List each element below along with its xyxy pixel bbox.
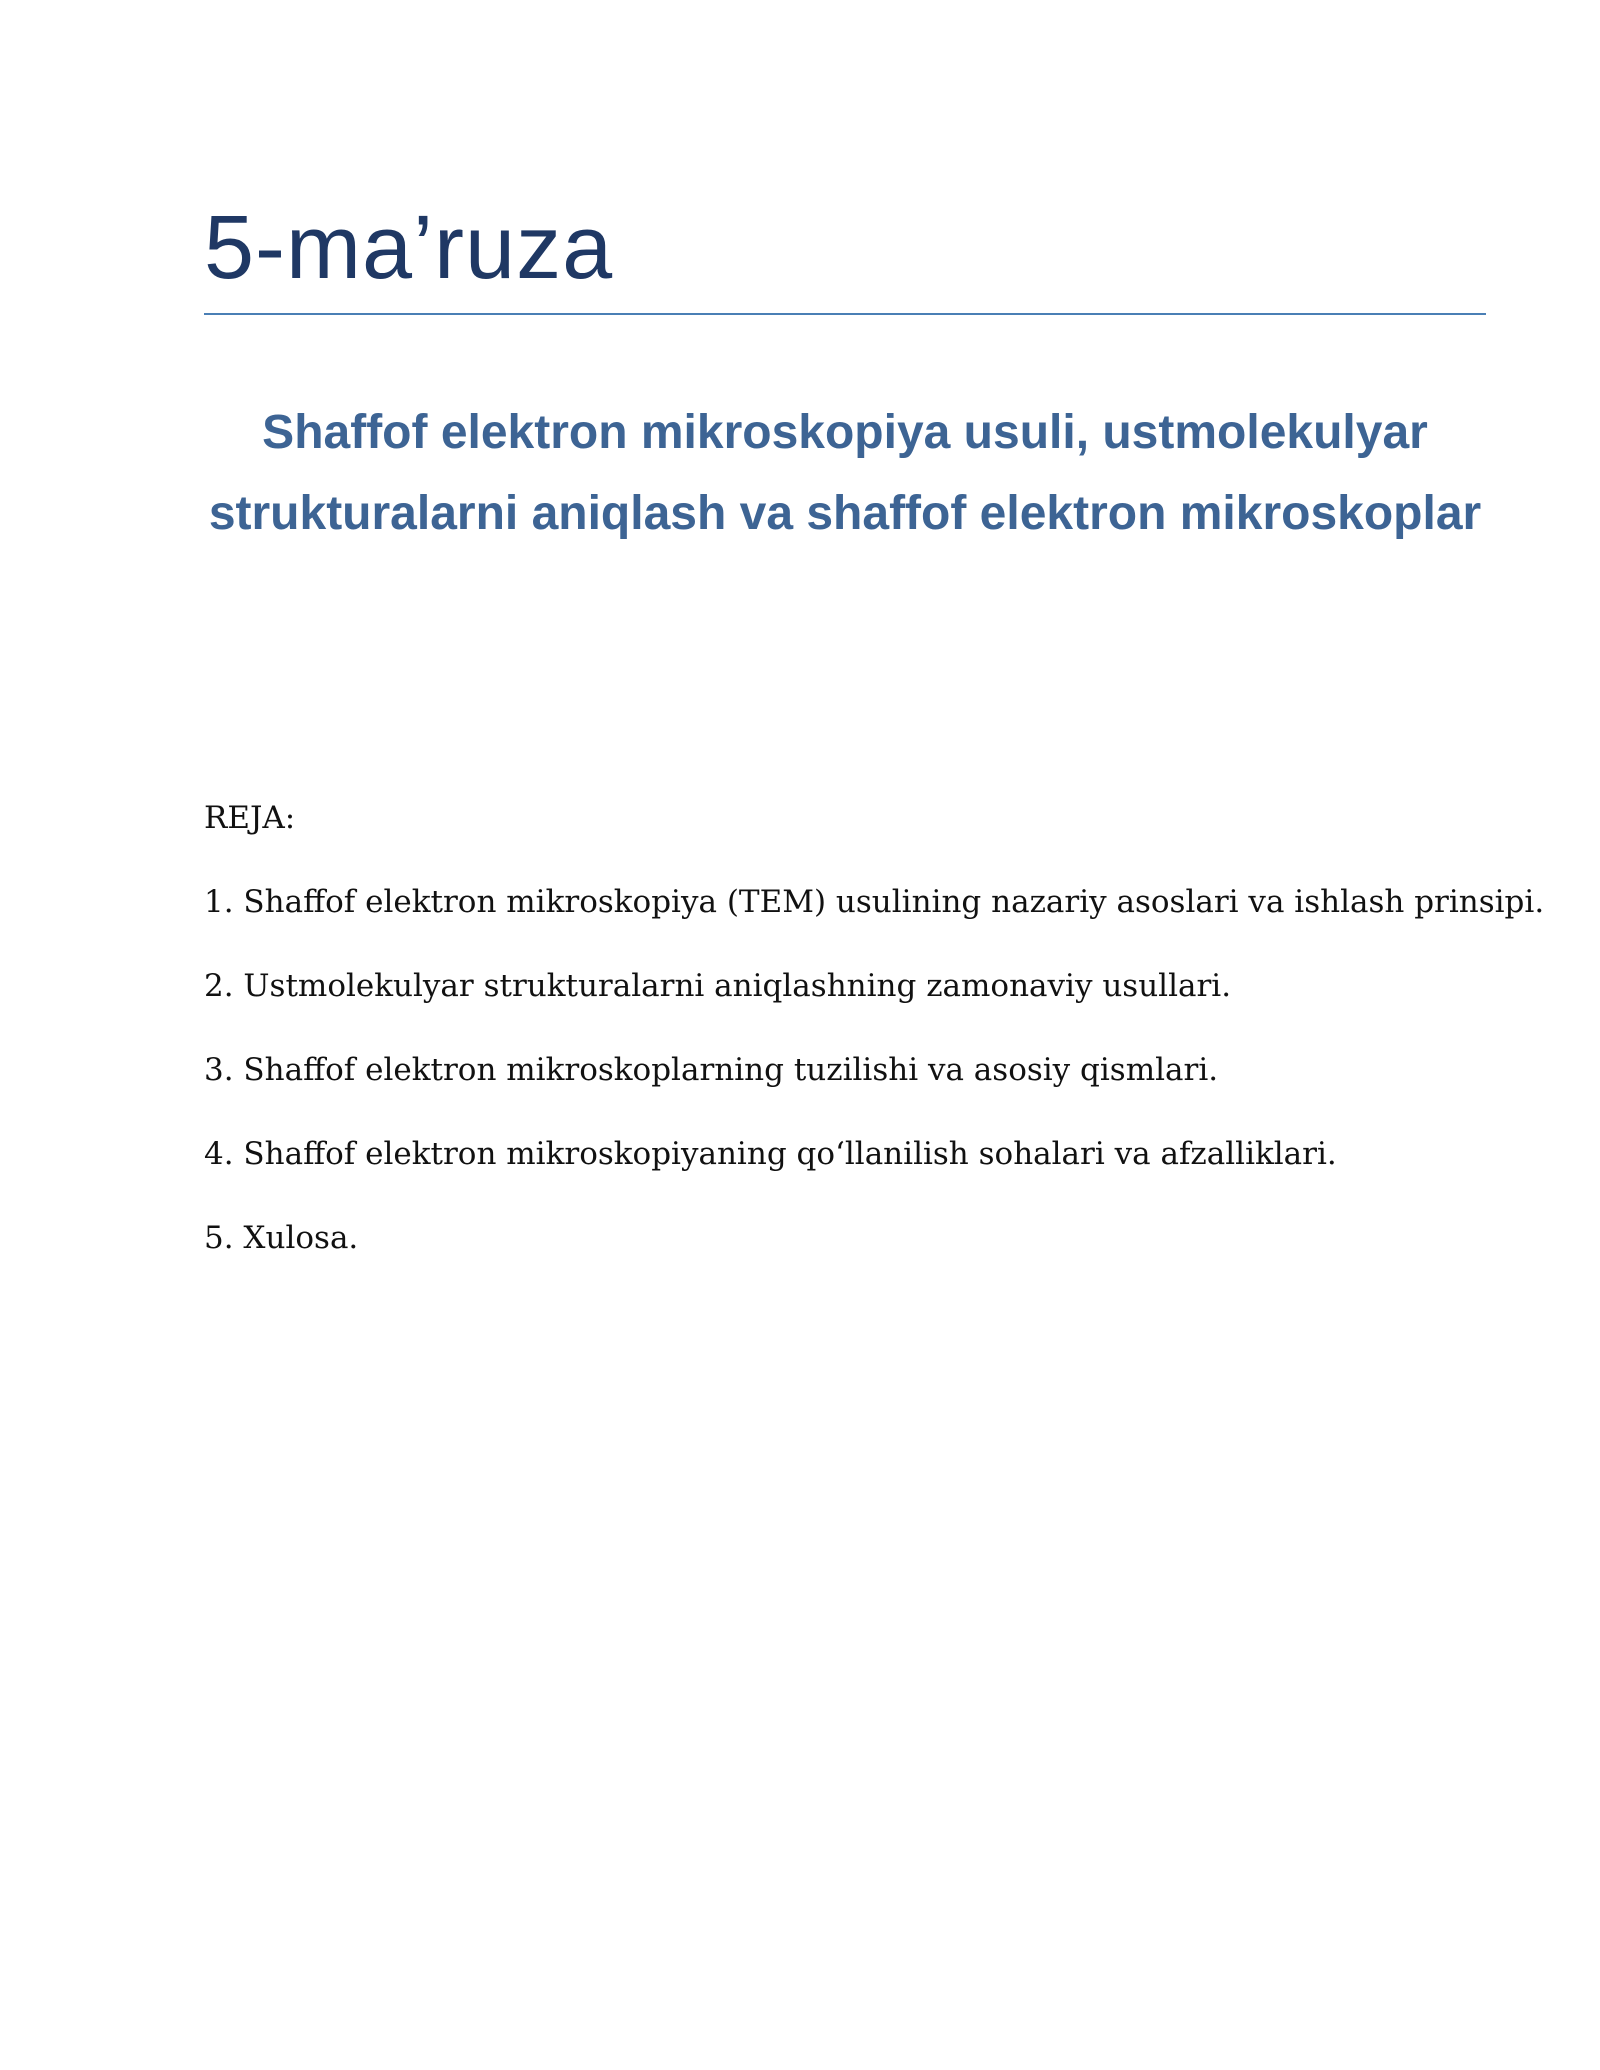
plan-item: 5. Xulosa.: [204, 1220, 359, 1256]
plan-item: 4. Shaffof elektron mikroskopiyaning qo‘llanilish sohalari va afzalliklari.: [204, 1136, 1337, 1172]
plan-item: 1. Shaffof elektron mikroskopiya (TEM) usulining nazariy asoslari va ishlash prinsipi.: [204, 884, 1545, 920]
plan-list: [204, 880, 1545, 1260]
plan-item: 3. Shaffof elektron mikroskoplarning tuzilishi va asosiy qismlari.: [204, 1052, 1219, 1088]
plan-heading: REJA:: [204, 800, 296, 836]
lecture-title: 5-ma’ruza: [204, 198, 614, 298]
plan-item: 2. Ustmolekulyar strukturalarni aniqlashning zamonaviy usullari.: [204, 968, 1232, 1004]
lecture-plan: [204, 796, 1545, 1260]
title-divider: [204, 313, 1486, 315]
lecture-subtitle: Shaffof elektron mikroskopiya usuli, ustmolekulyar strukturalarni aniqlash va shaffof elektron mikroskoplar: [208, 406, 1482, 540]
